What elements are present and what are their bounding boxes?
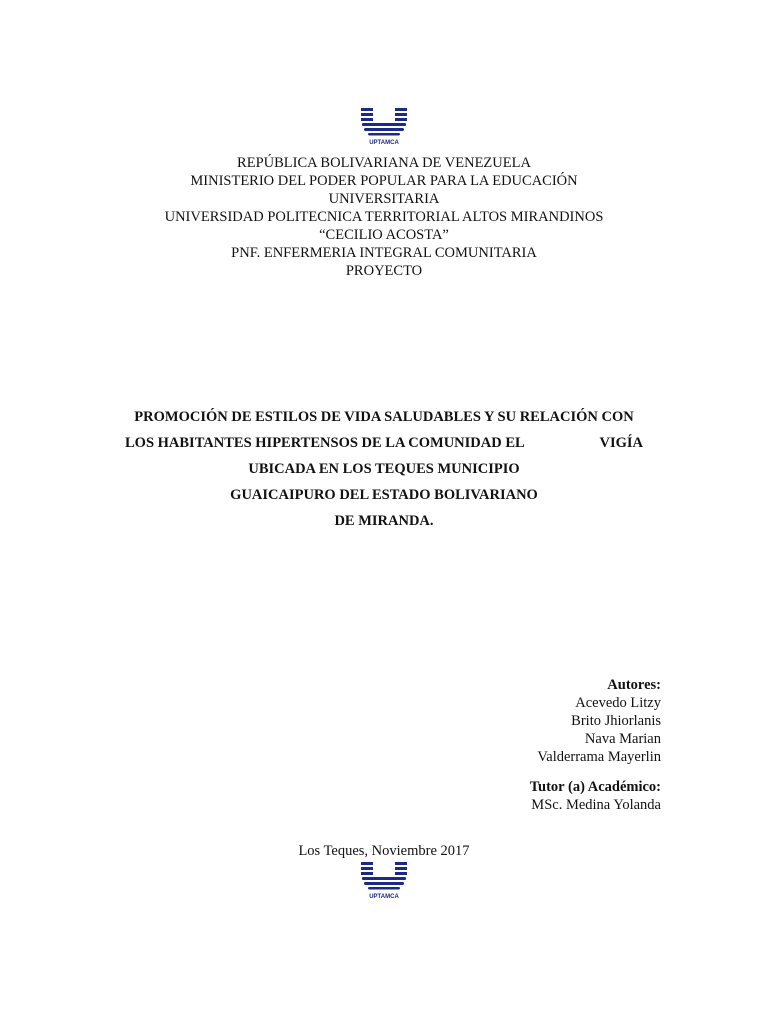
authors-label: Autores:	[607, 677, 661, 693]
author-name: Nava Marian	[584, 731, 661, 747]
title-line-2	[125, 430, 643, 456]
place-date: Los Teques, Noviembre 2017	[298, 843, 470, 859]
uptamca-logo-footer-graphic	[361, 862, 407, 900]
header-line-university: UNIVERSIDAD POLITECNICA TERRITORIAL ALTOS MIRANDINOS	[164, 209, 604, 225]
spacer	[530, 766, 661, 778]
header-line-document-type: PROYECTO	[345, 263, 423, 279]
uptamca-logo-graphic	[361, 108, 407, 146]
author-name: Acevedo Litzy	[575, 695, 661, 711]
title-line-4: GUAICAIPURO DEL ESTADO BOLIVARIANO	[230, 487, 538, 503]
uptamca-logo-caption: UPTAMCA	[369, 140, 399, 146]
title-line-2-left: LOS HABITANTES HIPERTENSOS DE LA COMUNIDAD EL	[125, 435, 525, 451]
header-line-program: PNF. ENFERMERIA INTEGRAL COMUNITARIA	[231, 245, 537, 261]
header-line-ministry-cont: UNIVERSITARIA	[328, 191, 440, 207]
uptamca-logo-footer	[361, 862, 407, 900]
institution-header	[0, 154, 768, 280]
title-line-1: PROMOCIÓN DE ESTILOS DE VIDA SALUDABLES Y SU RELACIÓN CON	[134, 409, 634, 425]
header-line-republic: REPÚBLICA BOLIVARIANA DE VENEZUELA	[237, 155, 531, 171]
header-line-ministry: MINISTERIO DEL PODER POPULAR PARA LA EDUCACIÓN	[190, 173, 578, 189]
title-line-5: DE MIRANDA.	[334, 513, 434, 529]
title-line-2-right: VIGÍA	[599, 435, 643, 451]
author-name: Valderrama Mayerlin	[537, 749, 661, 765]
title-line-3: UBICADA EN LOS TEQUES MUNICIPIO	[248, 461, 520, 477]
uptamca-logo-footer-caption: UPTAMCA	[369, 894, 399, 900]
uptamca-logo	[361, 108, 407, 146]
project-title	[0, 404, 768, 534]
header-line-university-name: “CECILIO ACOSTA”	[319, 227, 449, 243]
author-name: Brito Jhiorlanis	[571, 713, 661, 729]
authors-block	[530, 676, 661, 814]
tutor-label: Tutor (a) Académico:	[529, 779, 661, 795]
tutor-name: MSc. Medina Yolanda	[531, 797, 661, 813]
